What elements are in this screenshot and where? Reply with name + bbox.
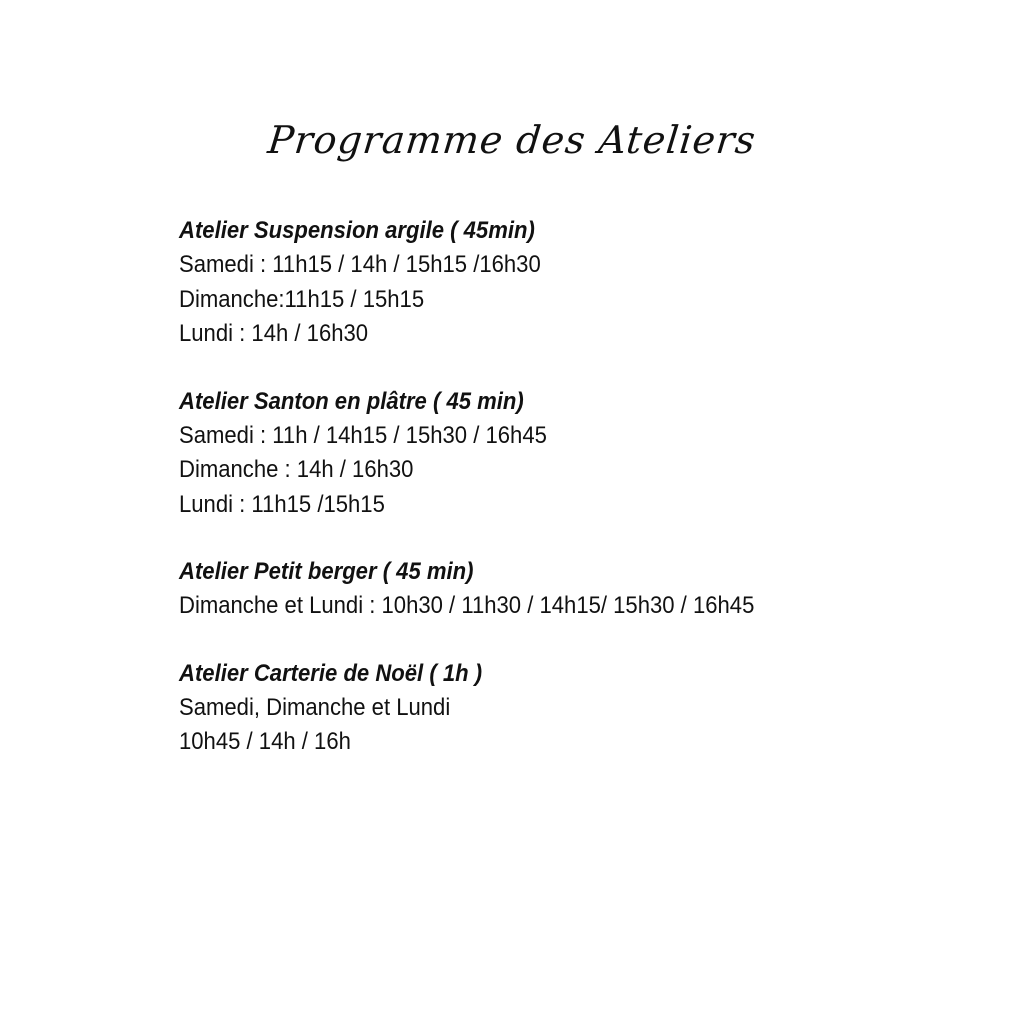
workshop-section-suspension-argile bbox=[179, 214, 933, 352]
workshop-section-carterie-noel bbox=[179, 657, 933, 760]
schedule-line: Lundi : 14h / 16h30 bbox=[179, 320, 369, 347]
schedule-line: Dimanche et Lundi : 10h30 / 11h30 / 14h15/ 15h30 / 16h45 bbox=[179, 592, 755, 619]
workshop-heading: Atelier Petit berger ( 45 min) bbox=[179, 558, 474, 585]
page-title: Programme des Ateliers bbox=[265, 118, 759, 162]
schedule-line: Dimanche:11h15 / 15h15 bbox=[179, 285, 425, 313]
schedule-line: Dimanche : 14h / 16h30 bbox=[179, 456, 414, 483]
schedule-line: Lundi : 11h15 /15h15 bbox=[179, 490, 385, 518]
schedule-line: 10h45 / 14h / 16h bbox=[179, 728, 351, 755]
schedule-line: Samedi : 11h / 14h15 / 15h30 / 16h45 bbox=[179, 421, 547, 449]
workshop-heading: Atelier Santon en plâtre ( 45 min) bbox=[179, 387, 524, 415]
schedule-line: Samedi : 11h15 / 14h / 15h15 /16h30 bbox=[179, 251, 541, 278]
workshop-list bbox=[179, 214, 933, 793]
schedule-line: Samedi, Dimanche et Lundi bbox=[179, 693, 451, 721]
workshop-heading: Atelier Suspension argile ( 45min) bbox=[179, 217, 535, 244]
workshop-section-santon-platre bbox=[179, 385, 933, 523]
workshop-section-petit-berger bbox=[179, 555, 933, 624]
workshop-heading: Atelier Carterie de Noël ( 1h ) bbox=[179, 659, 483, 687]
